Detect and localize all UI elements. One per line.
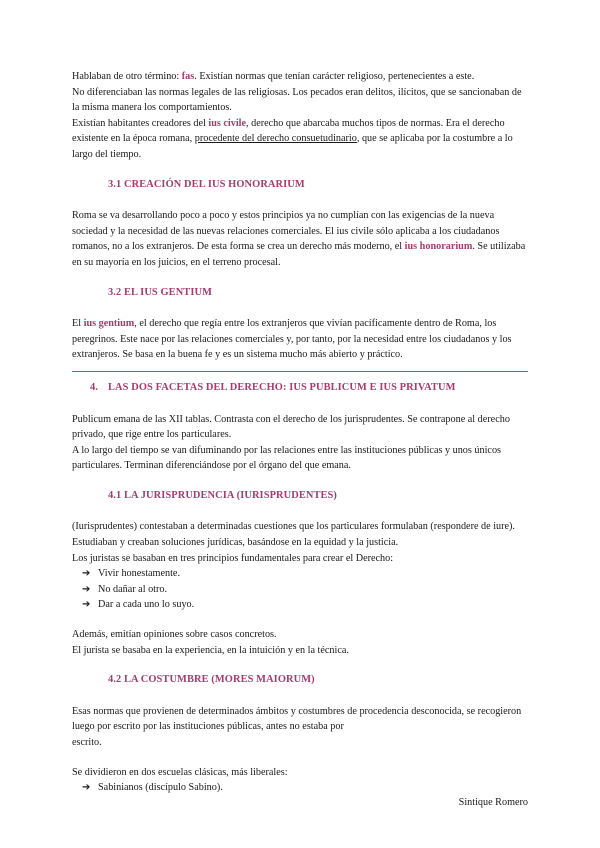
text: El	[72, 318, 84, 330]
paragraph-4-1-iurisprudentes: (Iurisprudentes) contestaban a determinadas cuestiones que los particulares formulaban (respondere de iure). Estudiaban y creaban soluciones jurídicas, basándose en la equidad y la justicia.	[72, 521, 515, 549]
heading-3-1: 3.1 CREACIÓN DEL IUS HONORARIUM	[108, 178, 305, 190]
text: . Existían normas que tenían carácter religioso, pertenecientes a este.	[194, 71, 475, 82]
paragraph-fas	[72, 69, 528, 85]
section-divider	[72, 371, 528, 372]
list-item-text: Dar a cada uno lo suyo.	[98, 599, 195, 611]
paragraph-3-2	[72, 316, 528, 363]
principles-list	[72, 566, 528, 613]
arrow-icon: ➔	[82, 599, 91, 611]
text: , derecho que abarcaba muchos tipos de normas. Era el derecho existente en la época romana,	[72, 117, 505, 145]
term-fas: fas	[181, 71, 195, 82]
text: Roma se va desarrollando poco a poco y estos principios ya no cumplían con las exigencias de la nueva sociedad y la necesidad de las nuevas relaciones comerciales. El ius civile sólo aplicaba a los ciudadanos romanos, no a los extranjeros. De esta forma se crea un derecho más moderno, el	[72, 210, 500, 253]
document-body	[72, 69, 528, 796]
paragraph-4-1-principios: Los juristas se basaban en tres principios fundamentales para crear el Derecho:	[72, 552, 394, 564]
paragraph-ius-civile	[72, 116, 528, 163]
arrow-icon: ➔	[82, 782, 91, 794]
list-item	[82, 597, 528, 613]
term-ius-civile: ius civile	[208, 117, 246, 129]
list-item	[82, 582, 528, 598]
arrow-icon: ➔	[82, 583, 91, 595]
heading-4-1: 4.1 LA JURISPRUDENCIA (IURISPRUDENTES)	[108, 489, 337, 501]
list-item	[82, 780, 528, 796]
paragraph-4-2-normas: Esas normas que provienen de determinados ámbitos y costumbres de procedencia desconocida, se recogieron luego por escrito por las instituciones públicas, antes no estaba por	[72, 705, 522, 733]
heading-3-2: 3.2 EL IUS GENTIUM	[108, 286, 212, 298]
list-item-text: No dañar al otro.	[98, 583, 168, 595]
paragraph-3-1	[72, 208, 528, 270]
paragraph-4-2-escuelas: Se dividieron en dos escuelas clásicas, más liberales:	[72, 766, 288, 778]
text: Hablaban de otro término:	[72, 71, 182, 82]
arrow-icon: ➔	[82, 568, 91, 580]
text: , que se aplicaba por la costumbre a lo largo del tiempo.	[72, 133, 513, 160]
underlined-text: procedente del derecho consuetudinario	[194, 133, 357, 145]
term-ius-honorarium: ius honorarium	[404, 241, 473, 253]
term-ius-gentium: ius gentium	[83, 318, 135, 330]
paragraph-4-1-opiniones: Además, emitían opiniones sobre casos concretos.	[72, 629, 277, 641]
list-item-text: Sabinianos (discípulo Sabino).	[98, 782, 223, 794]
heading-4-2: 4.2 LA COSTUMBRE (MORES MAIORUM)	[108, 674, 315, 686]
text: , el derecho que regía entre los extranjeros que vivían pacíficamente dentro de Roma, los peregrinos. Este nace por las relaciones comerciales y, por tanto, por la necesidad entre los ciudadanos y los extranjeros. Se basa en la buena fe y es un sistema mucho más abierto y práctico.	[72, 318, 512, 361]
schools-list	[72, 780, 528, 796]
paragraph-4-1-jurista: El jurista se basaba en la experiencia, en la intuición y en la técnica.	[72, 644, 349, 656]
text: Existían habitantes creadores del	[72, 117, 209, 129]
heading-number: 4.	[90, 381, 98, 393]
list-item	[82, 566, 528, 582]
paragraph-4-publicum: Publicum emana de las XII tablas. Contrasta con el derecho de los jurisprudentes. Se contrapone al derecho privado, que rige entre los particulares.	[72, 413, 510, 441]
paragraph-4-2-escrito: escrito.	[72, 737, 102, 748]
footer-author: Sintique Romero	[458, 797, 528, 808]
list-item-text: Vivir honestamente.	[98, 568, 180, 580]
text: . Se utilizaba en su mayoría en los juicios, en el terreno procesal.	[72, 241, 526, 268]
paragraph-4-difuminando: A lo largo del tiempo se van difuminando por las relaciones entre las instituciones públicas y unos únicos particulares. Terminan diferenciándose por el órgano del que emana.	[72, 444, 502, 472]
heading-text: LAS DOS FACETAS DEL DERECHO: IUS PUBLICUM E IUS PRIVATUM	[108, 381, 456, 393]
paragraph-religious: No diferenciaban las normas legales de las religiosas. Los pecados eran delitos, ilícitos, que se sancionaban de la misma manera los comportamientos.	[72, 86, 522, 114]
heading-4	[90, 380, 528, 396]
